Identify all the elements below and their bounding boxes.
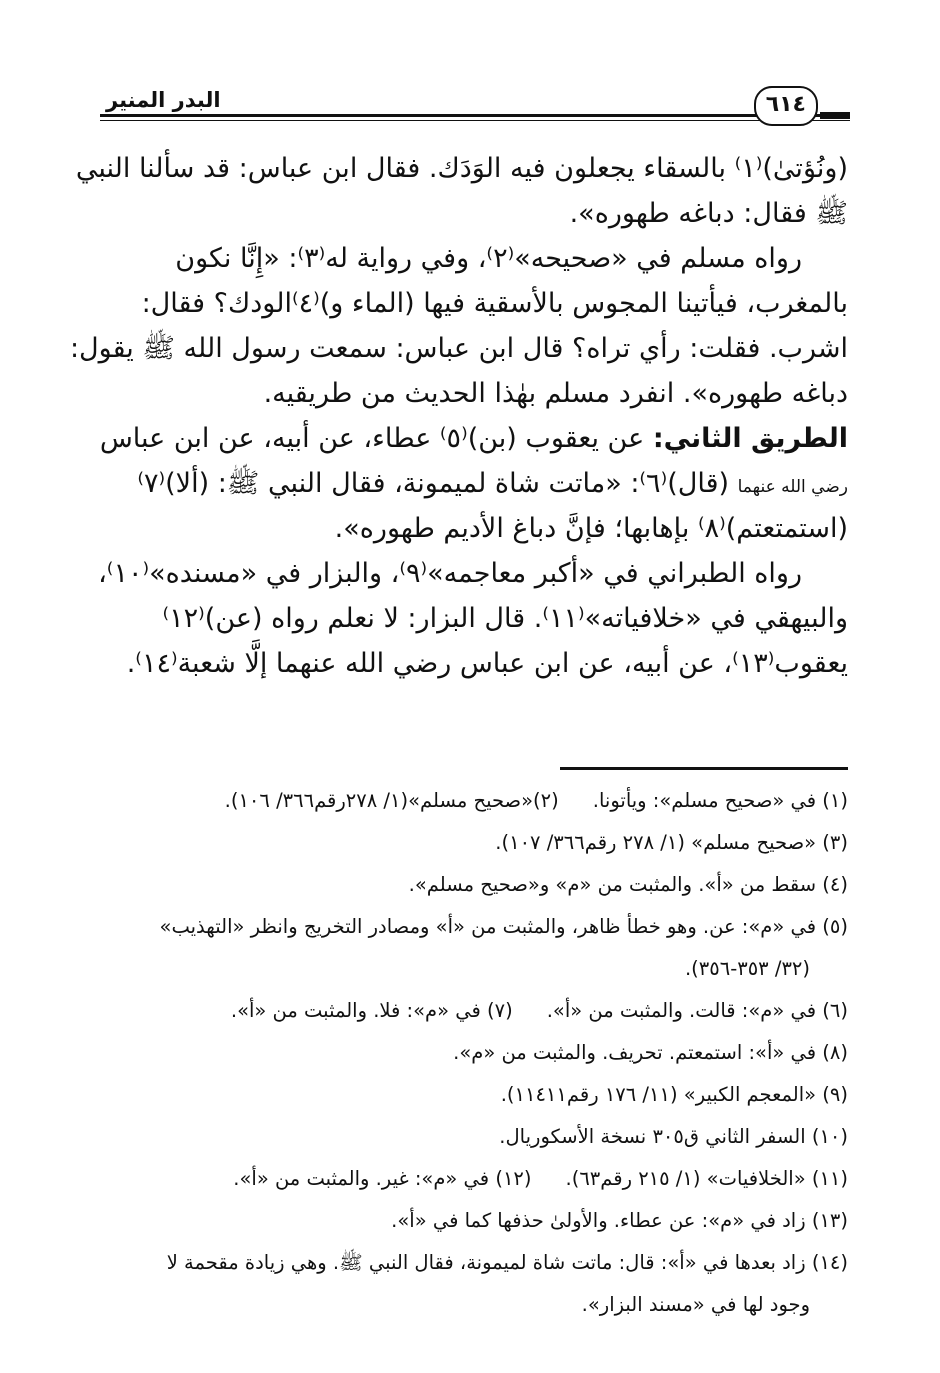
footnotes xyxy=(88,780,848,1326)
header-rule xyxy=(100,114,850,117)
section-label: الطريق الثاني: xyxy=(652,423,848,454)
footnote-5: (٥) في «م»: عن. وهو خطأ ظاهر، والمثبت من «أ» ومصادر التخريج وانظر «التهذيب» xyxy=(159,915,848,938)
text-line: رواه مسلم في «صحيحه»⁽٢⁾، وفي رواية له⁽٣⁾: «إِنَّا نكون xyxy=(175,243,802,274)
text-line: (ونُؤتىٰ)⁽١⁾ بالسقاء يجعلون فيه الوَدَك. فقال ابن عباس: قد سألنا النبي xyxy=(75,153,848,184)
footnote-12: (١٢) في «م»: غير. والمثبت من «أ». xyxy=(233,1167,532,1190)
text-segment: (قال)⁽٦⁾: «ماتت شاة لميمونة، فقال النبي ﷺ: (ألا)⁽٧⁾ xyxy=(137,468,730,499)
footnote-14: (١٤) زاد بعدها في «أ»: قال: ماتت شاة لميمونة، فقال النبي ﷺ. وهي زيادة مقحمة لا xyxy=(166,1251,848,1274)
page-number: ٦١٤ xyxy=(754,86,818,126)
text-line: ﷺ فقال: دباغه طهوره». xyxy=(569,198,848,229)
page-header xyxy=(100,82,850,132)
header-ornament xyxy=(820,112,850,119)
footnote-divider xyxy=(560,767,848,770)
text-line: والبيهقي في «خلافياته»⁽١١⁾. قال البزار: لا نعلم رواه (عن)⁽١٢⁾ xyxy=(162,603,848,634)
main-text xyxy=(69,146,848,686)
footnote-3: (٣) «صحيح مسلم» (١/ ٢٧٨ رقم٣٦٦/ ١٠٧). xyxy=(495,831,848,854)
text-line: بالمغرب، فيأتينا المجوس بالأسقية فيها (الماء و)⁽٤⁾الودك؟ فقال: xyxy=(141,288,848,319)
footnote-4: (٤) سقط من «أ». والمثبت من «م» و«صحيح مسلم». xyxy=(408,873,848,896)
footnote-2: (٢)«صحيح مسلم»(١/ ٢٧٨رقم٣٦٦/ ١٠٦). xyxy=(224,789,559,812)
footnote-10: (١٠) السفر الثاني ق٣٠٥ نسخة الأسكوريال. xyxy=(499,1125,848,1148)
footnote-13: (١٣) زاد في «م»: عن عطاء. والأولىٰ حذفها كما في «أ». xyxy=(391,1209,848,1232)
footnote-1: (١) في «صحيح مسلم»: ويأتونا. xyxy=(592,789,848,812)
footnote-6: (٦) في «م»: قالت. والمثبت من «أ». xyxy=(546,999,848,1022)
footnote-pair xyxy=(88,990,848,1032)
header-rule-thin xyxy=(100,120,850,121)
text-line: دباغه طهوره». انفرد مسلم بهٰذا الحديث من طريقيه. xyxy=(263,378,848,409)
footnote-11: (١١) «الخلافيات» (١/ ٢١٥ رقم٦٣). xyxy=(565,1167,848,1190)
honorific-symbol: رضي الله عنهما xyxy=(737,477,848,497)
text-line: (استمتعتم)⁽٨⁾ بإهابها؛ فإنَّ دباغ الأديم طهوره». xyxy=(334,513,848,544)
footnote-14-continued: وجود لها في «مسند البزار». xyxy=(581,1293,810,1316)
text-line xyxy=(96,461,848,506)
text-line: رواه الطبراني في «أكبر معاجمه»⁽٩⁾، والبزار في «مسنده»⁽١٠⁾، xyxy=(98,558,802,589)
footnote-5-continued: (٣٢/ ٣٥٣-٣٥٦). xyxy=(684,957,810,980)
text-segment: عن يعقوب (بن)⁽٥⁾ عطاء، عن أبيه، عن ابن عباس xyxy=(99,423,645,454)
text-line xyxy=(96,416,848,461)
text-line: يعقوب⁽١٣⁾، عن أبيه، عن ابن عباس رضي الله عنهما إلَّا شعبة⁽١٤⁾. xyxy=(126,648,848,679)
footnote-pair xyxy=(88,780,848,822)
footnote-pair xyxy=(88,1158,848,1200)
footnote-8: (٨) في «أ»: استمعتم. تحريف. والمثبت من «م». xyxy=(453,1041,848,1064)
text-line: اشرب. فقلت: رأي تراه؟ قال ابن عباس: سمعت رسول الله ﷺ يقول: xyxy=(69,333,848,364)
running-title: البدر المنير xyxy=(100,88,227,112)
footnote-7: (٧) في «م»: فلا. والمثبت من «أ». xyxy=(230,999,513,1022)
footnote-9: (٩) «المعجم الكبير» (١١/ ١٧٦ رقم١١٤١١). xyxy=(500,1083,848,1106)
